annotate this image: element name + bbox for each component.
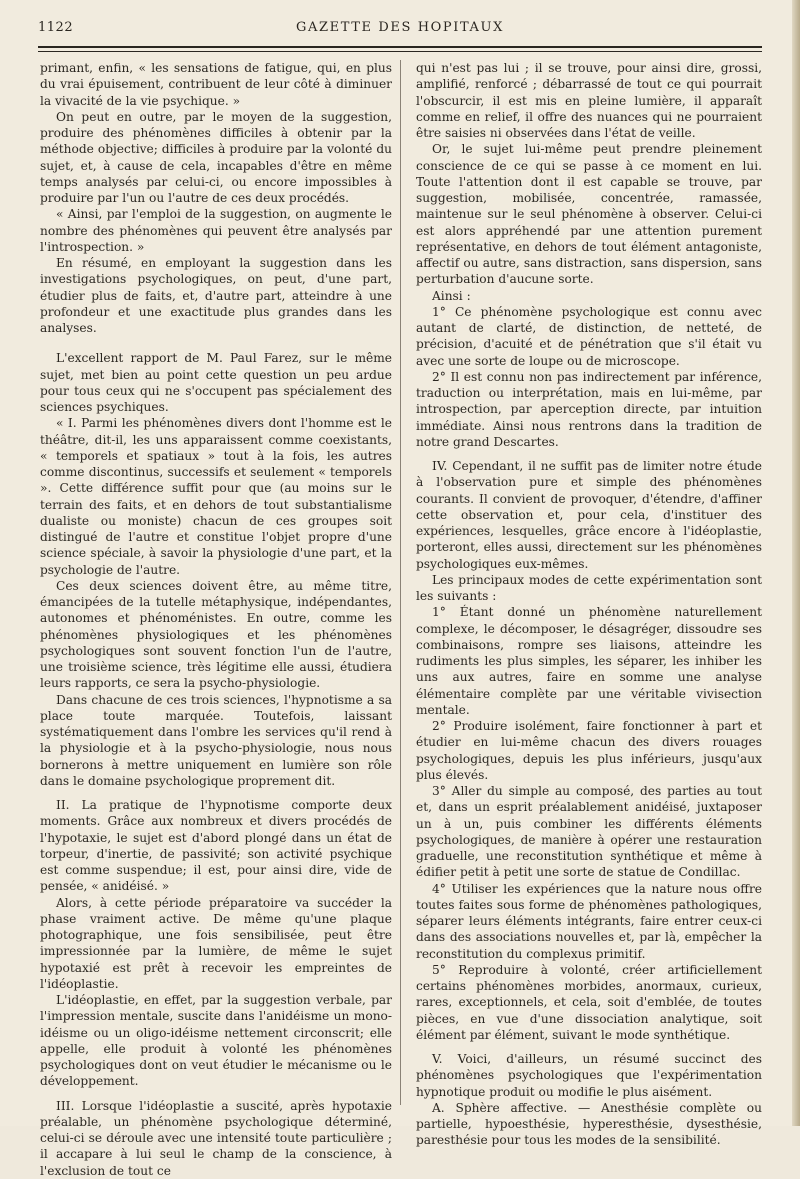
- paragraph: Alors, à cette période préparatoire va succéder la phase vraiment active. De même qu'une plaque photographique, une fois sensibilisée, peut être impressionnée par la lumière, de même le sujet hypotaxié est prêt à recevoir les empreintes de l'idéoplastie.: [40, 895, 392, 991]
- right-column: [416, 60, 762, 1149]
- paragraph: IV. Cependant, il ne suffit pas de limiter notre étude à l'observation pure et simple des phénomènes courants. Il convient de provoquer, d'étendre, d'affiner cette observation et, pour cela, d'instituer des expériences, lesquelles, grâce encore à l'idéoplastie, porteront, elles aussi, directement sur les phénomènes psychologiques eux-mêmes.: [416, 459, 762, 571]
- column-divider: [400, 60, 401, 1105]
- paragraph: Les principaux modes de cette expérimentation sont les suivants :: [416, 572, 762, 603]
- paragraph: qui n'est pas lui ; il se trouve, pour ainsi dire, grossi, amplifié, renforcé ; débarrassé de tout ce qui pourrait l'obscurcir, il est mis en pleine lumière, il apparaît comme en relief, il offre des nuances qui ne pourraient être saisies ni observées dans l'état de veille.: [416, 61, 762, 140]
- paragraph: On peut en outre, par le moyen de la suggestion, produire des phénomènes difficiles à obtenir par la méthode objective; difficiles à produire par la volonté du sujet, et, à cause de cela, incapables d'être en même temps analysés par celui-ci, ou encore impossibles à produire par l'un ou l'autre de ces deux procédés.: [40, 109, 392, 205]
- paragraph: II. La pratique de l'hypnotisme comporte deux moments. Grâce aux nombreux et divers procédés de l'hypotaxie, le sujet est d'abord plongé dans un état de torpeur, d'inertie, de passivité; son activité psychique est comme suspendue; il est, pour ainsi dire, vide de pensée, « anidéisé. »: [40, 798, 392, 894]
- paragraph: Or, le sujet lui-même peut prendre pleinement conscience de ce qui se passe à ce moment en lui. Toute l'attention dont il est capable se trouve, par suggestion, mobilisée, concentrée, ramassée, maintenue sur le seul phénomène à observer. Celui-ci est alors appréhendé par une attention purement représentative, en dehors de tout élément antagoniste, affectif ou autre, sans distraction, sans dispersion, sans perturbation d'aucune sorte.: [416, 142, 762, 287]
- paragraph: primant, enfin, « les sensations de fatigue, qui, en plus du vrai épuisement, contribuent de leur côté à diminuer la vivacité de la vie psychique. »: [40, 61, 392, 108]
- page-number: 1122: [38, 20, 74, 35]
- paragraph: 2° Produire isolément, faire fonctionner à part et étudier en lui-même chacun des divers rouages psychologiques, depuis les plus inférieurs, jusqu'aux plus élevés.: [416, 719, 762, 782]
- page-header: [38, 20, 762, 44]
- paragraph: L'excellent rapport de M. Paul Farez, sur le même sujet, met bien au point cette question un peu ardue pour tous ceux qui ne s'occupent pas spécialement des sciences psychiques.: [40, 351, 392, 414]
- paragraph: 3° Aller du simple au composé, des parties au tout et, dans un esprit préalablement anidéisé, juxtaposer un à un, puis combiner les différents éléments psychologiques, de manière à opérer une restauration graduelle, une reconstitution synthétique et même à édifier petit à petit une sorte de statue de Condillac.: [416, 784, 762, 880]
- paragraph: Ces deux sciences doivent être, au même titre, émancipées de la tutelle métaphysique, indépendantes, autonomes et phénoménistes. En outre, comme les phénomènes physiologiques et les phénomènes psychologiques sont souvent fonction l'un de l'autre, une troisième science, très légitime elle aussi, étudiera leurs rapports, ce sera la psycho-physiologie.: [40, 578, 392, 691]
- paragraph: 1° Étant donné un phénomène naturellement complexe, le décomposer, le désagréger, dissoudre ses combinaisons, rompre ses liaisons, atteindre les rudiments les plus simples, les séparer, les inhiber les uns aux autres, faire en somme une analyse élémentaire complète par une véritable vivisection mentale.: [416, 605, 762, 717]
- paragraph: « Ainsi, par l'emploi de la suggestion, on augmente le nombre des phénomènes qui peuvent être analysés par l'introspection. »: [40, 207, 392, 254]
- paragraph: « I. Parmi les phénomènes divers dont l'homme est le théâtre, dit-il, les uns apparaissent comme coexistants, « temporels et spatiaux » tout à la fois, les autres comme discontinus, successifs et seulement « temporels ». Cette différence suffit pour que (au moins sur le terrain des faits, et en dehors de tout substantialisme dualiste ou moniste) chacun de ces groupes soit distingué de l'autre et constitue l'objet propre d'une science spéciale, à savoir la physiologie d'une part, et la psychologie de l'autre.: [40, 416, 392, 577]
- page-edge: [792, 0, 800, 1126]
- paragraph: 4° Utiliser les expériences que la nature nous offre toutes faites sous forme de phénomènes pathologiques, séparer leurs éléments intégrants, faire entrer ceux-ci dans des associations nouvelles et, par là, empêcher la reconstitution du complexus primitif.: [416, 881, 762, 961]
- paragraph: Dans chacune de ces trois sciences, l'hypnotisme a sa place toute marquée. Toutefois, laissant systématiquement dans l'ombre les services qu'il rend à la physiologie et à la psycho-physiologie, nous nous bornerons à mettre uniquement en lumière son rôle dans le domaine psychologique proprement dit.: [40, 692, 392, 788]
- paragraph: Ainsi :: [432, 288, 471, 303]
- paragraph: 2° Il est connu non pas indirectement par inférence, traduction ou interprétation, mais en lui-même, par introspection, par aperception directe, par intuition immédiate. Ainsi nous rentrons dans la tradition de notre grand Descartes.: [416, 369, 762, 449]
- paragraph: 5° Reproduire à volonté, créer artificiellement certains phénomènes morbides, anormaux, curieux, rares, exceptionnels, et cela, soit d'emblée, de toutes pièces, en vue d'une dissociation analytique, soit élément par élément, suivant le mode synthétique.: [416, 962, 762, 1042]
- header-rule-thick: [38, 46, 762, 48]
- paragraph: III. Lorsque l'idéoplastie a suscité, après hypotaxie préalable, un phénomène psychologique déterminé, celui-ci se déroule avec une intensité toute particulière ; il accapare à lui seul le champ de la conscience, à l'exclusion de tout ce: [40, 1098, 392, 1178]
- paragraph: En résumé, en employant la suggestion dans les investigations psychologiques, on peut, d'une part, étudier plus de faits, et, d'autre part, atteindre à une profondeur et une exactitude plus grandes dans les analyses.: [40, 256, 392, 335]
- paragraph: V. Voici, d'ailleurs, un résumé succinct des phénomènes psychologiques que l'expérimentation hypnotique produit ou modifie le plus aisément.: [416, 1052, 762, 1099]
- left-column: [40, 60, 392, 1179]
- paragraph: 1° Ce phénomène psychologique est connu avec autant de clarté, de distinction, de netteté, de précision, d'acuité et de pénétration que s'il était vu avec une sorte de loupe ou de microscope.: [416, 304, 762, 368]
- paragraph: A. Sphère affective. — Anesthésie complète ou partielle, hypoesthésie, hyperesthésie, dysesthésie, paresthésie pour tous les modes de la sensibilité.: [416, 1100, 762, 1148]
- header-rule-thin: [38, 51, 762, 52]
- paragraph: L'idéoplastie, en effet, par la suggestion verbale, par l'impression mentale, suscite dans l'anidéisme un mono-idéisme ou un oligo-idéisme nettement circonscrit; elle appelle, elle produit à volonté les phénomènes psychologiques dont on veut étudier le mécanisme ou le développement.: [40, 993, 392, 1089]
- running-title: GAZETTE DES HOPITAUX: [296, 20, 504, 35]
